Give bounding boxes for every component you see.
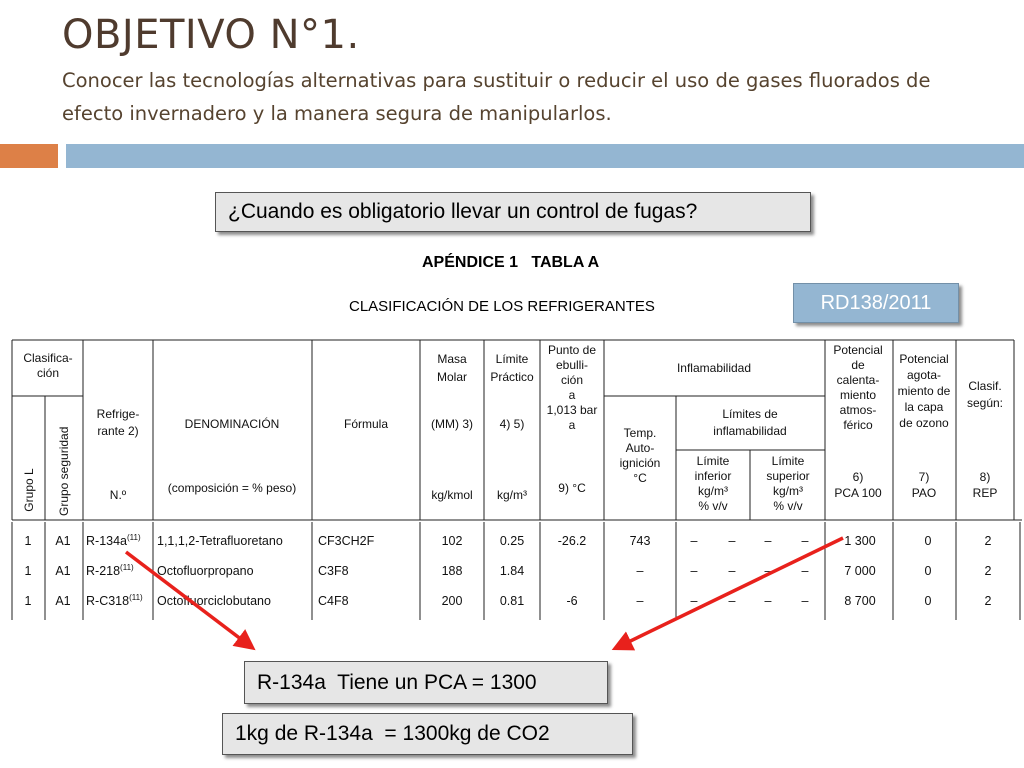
table-text xyxy=(22,343,1003,608)
cell-refrigerante: $R-134a^{(11)}$ xyxy=(86,533,141,548)
header-limite-inferior: % v/v xyxy=(698,499,728,513)
header-pao: Potencial xyxy=(899,352,949,366)
header-pao-ref: 7) xyxy=(918,470,930,484)
cell-rep: 2 xyxy=(984,594,992,608)
header-punto: a xyxy=(568,418,576,432)
header-pca: de xyxy=(851,358,865,372)
cell-masa: 188 xyxy=(441,564,463,578)
cell-denominacion: Octofluorciclobutano xyxy=(157,594,271,608)
header-temp: Auto- xyxy=(625,441,655,455)
header-temp: Temp. xyxy=(623,426,657,440)
header-limite-superior: superior xyxy=(766,469,810,483)
cell-refrigerante: R-C318$^{(11)}$ xyxy=(86,593,143,608)
header-clasif-ref: 8) xyxy=(979,470,991,484)
question-callout: ¿Cuando es obligatorio llevar un control de fugas? xyxy=(215,192,811,232)
header-limite: Práctico xyxy=(490,370,534,384)
header-limite-inferior: inferior xyxy=(694,469,732,483)
header-pca: Potencial xyxy=(833,343,883,357)
arrow-pca-to-callout xyxy=(618,538,843,647)
header-limite-ref: 4) 5) xyxy=(499,417,525,431)
header-grupo-l: Grupo L xyxy=(22,468,36,512)
slide-subtitle: Conocer las tecnologías alternativas para sustituir o reducir el uso de gases fluorados de efecto invernadero y la manera segura de manipularlos. xyxy=(62,69,931,125)
cell-formula: C3F8 xyxy=(318,564,349,578)
reference-badge: RD138/2011 xyxy=(793,283,959,323)
cell-limite: 1.84 xyxy=(499,564,525,578)
cell-masa: 102 xyxy=(441,534,463,548)
header-punto: 1,013 bar xyxy=(546,403,598,417)
header-inflamabilidad: Inflamabilidad xyxy=(676,361,752,375)
header-pao: la capa xyxy=(904,400,944,414)
cell-denominacion: 1,1,1,2-Tetrafluoretano xyxy=(157,534,283,548)
cell-lim-sup-kg: – xyxy=(764,534,772,548)
header-grupo-seguridad: Grupo seguridad xyxy=(57,426,71,516)
cell-limite: 0.25 xyxy=(499,534,525,548)
header-limite-inferior: kg/m³ xyxy=(698,484,728,498)
cell-punto: -6 xyxy=(566,594,578,608)
header-punto: a xyxy=(568,388,576,402)
cell-lim-sup-vv: – xyxy=(801,564,809,578)
cell-pao: 0 xyxy=(924,564,932,578)
cell-grupo-seguridad: A1 xyxy=(55,564,71,578)
slide-title: OBJETIVO N°1. xyxy=(62,12,360,58)
header-formula: Fórmula xyxy=(343,417,389,431)
cell-grupo-l: 1 xyxy=(24,534,32,548)
header-limite-unit: kg/m³ xyxy=(497,488,527,502)
cell-refrigerante: R-218$^{(11)}$ xyxy=(86,563,134,578)
header-pao: de ozono xyxy=(899,416,949,430)
cell-masa: 200 xyxy=(441,594,463,608)
cell-lim-inf-kg: – xyxy=(690,534,698,548)
header-clasif-ref: REP xyxy=(972,486,998,500)
cell-grupo-l: 1 xyxy=(24,564,32,578)
header-pao: agota- xyxy=(906,368,942,382)
header-limite-superior: % v/v xyxy=(773,499,803,513)
cell-denominacion: Octofluorpropano xyxy=(157,564,254,578)
table-heading-clasificacion: CLASIFICACIÓN DE LOS REFRIGERANTES xyxy=(349,298,655,315)
header-punto: ción xyxy=(560,373,584,387)
cell-lim-sup-kg: – xyxy=(764,594,772,608)
cell-pca: 1 300 xyxy=(844,534,876,548)
cell-temp: 743 xyxy=(629,534,651,548)
header-limite-inferior: Límite xyxy=(696,454,730,468)
header-clasif: según: xyxy=(966,396,1004,410)
header-limite: Límite xyxy=(495,352,529,366)
header-refrigerante: Refrige- xyxy=(96,407,140,421)
table-heading-apendice: APÉNDICE 1 TABLA A xyxy=(422,254,600,271)
header-clasificacion: Clasifica- xyxy=(23,351,73,365)
header-masa-mm: (MM) 3) xyxy=(431,417,473,431)
cell-lim-inf-vv: – xyxy=(728,564,736,578)
header-pca-ref: 6) xyxy=(852,470,864,484)
header-pca: férico xyxy=(843,418,873,432)
header-refrigerante: rante 2) xyxy=(97,424,139,438)
cell-pca: 7 000 xyxy=(844,564,876,578)
cell-grupo-l: 1 xyxy=(24,594,32,608)
cell-formula: CF3CH2F xyxy=(318,534,375,548)
cell-lim-inf-vv: – xyxy=(728,534,736,548)
cell-pao: 0 xyxy=(924,534,932,548)
header-pca: miento xyxy=(839,388,877,402)
header-punto: Punto de xyxy=(547,343,597,357)
cell-temp: – xyxy=(636,564,644,578)
pca-callout: R-134a Tiene un PCA = 1300 xyxy=(244,661,608,704)
cell-lim-sup-kg: – xyxy=(764,564,772,578)
cell-rep: 2 xyxy=(984,564,992,578)
cell-pao: 0 xyxy=(924,594,932,608)
header-masa-unit: kg/kmol xyxy=(431,488,473,502)
cell-grupo-seguridad: A1 xyxy=(55,534,71,548)
header-limites-infl: inflamabilidad xyxy=(713,424,787,438)
header-pca-ref: PCA 100 xyxy=(834,486,882,500)
header-masa: Molar xyxy=(436,370,468,384)
header-composicion: (composición = % peso) xyxy=(167,481,297,495)
cell-grupo-seguridad: A1 xyxy=(55,594,71,608)
cell-lim-inf-kg: – xyxy=(690,594,698,608)
header-pca: calenta- xyxy=(836,373,880,387)
header-limite-superior: Límite xyxy=(771,454,805,468)
cell-limite: 0.81 xyxy=(499,594,525,608)
cell-lim-sup-vv: – xyxy=(801,594,809,608)
header-pao-ref: PAO xyxy=(911,486,937,500)
header-denominacion: DENOMINACIÓN xyxy=(184,417,280,431)
co2-equivalence-callout: 1kg de R-134a = 1300kg de CO2 xyxy=(222,713,633,755)
cell-lim-sup-vv: – xyxy=(801,534,809,548)
header-punto: ebulli- xyxy=(555,358,589,372)
header-clasificacion: ción xyxy=(36,366,60,380)
cell-rep: 2 xyxy=(984,534,992,548)
header-temp: °C xyxy=(633,471,647,485)
header-limite-superior: kg/m³ xyxy=(773,484,803,498)
header-temp: ignición xyxy=(619,456,661,470)
header-limites-infl: Límites de xyxy=(722,407,778,421)
cell-temp: – xyxy=(636,594,644,608)
header-clasif: Clasif. xyxy=(968,379,1002,393)
cell-lim-inf-kg: – xyxy=(690,564,698,578)
header-pca: atmos- xyxy=(839,403,877,417)
header-masa: Masa xyxy=(437,352,467,366)
cell-lim-inf-vv: – xyxy=(728,594,736,608)
header-punto-ref: 9) °C xyxy=(558,481,586,495)
cell-pca: 8 700 xyxy=(844,594,876,608)
header-refrigerante-no: N.º xyxy=(109,488,127,502)
cell-formula: C4F8 xyxy=(318,594,349,608)
header-pao: miento de xyxy=(897,384,951,398)
cell-punto: -26.2 xyxy=(557,534,587,548)
